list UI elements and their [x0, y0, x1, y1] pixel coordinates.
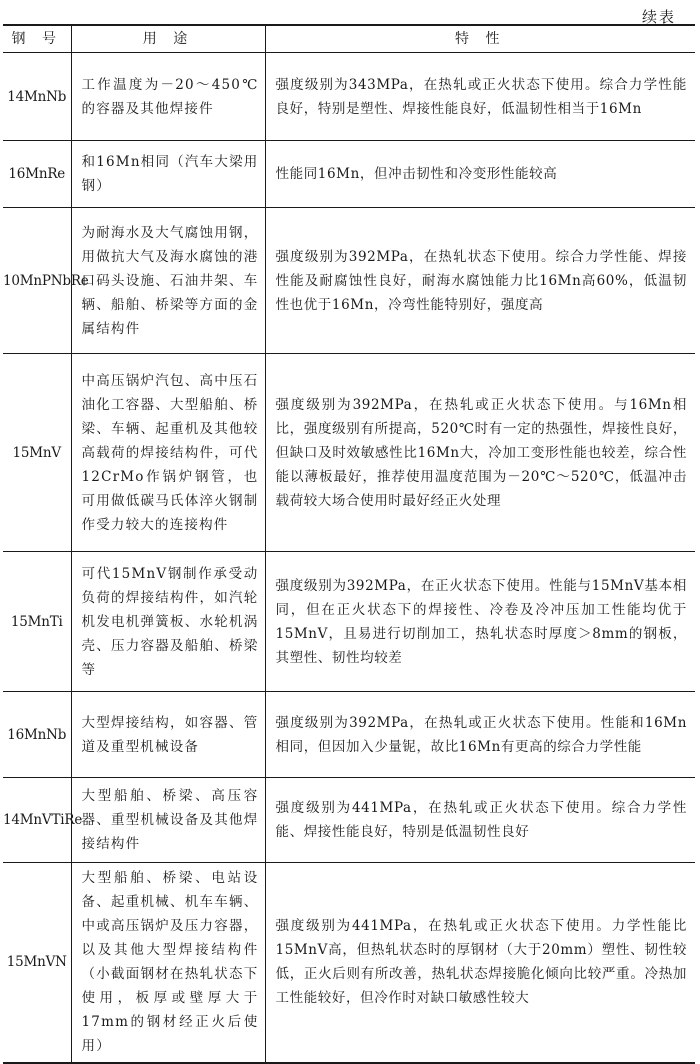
grade-cell: 14MnNb — [3, 53, 71, 141]
grade-cell: 10MnPNbRe — [3, 208, 71, 354]
usage-cell: 工作温度为－20～450℃的容器及其他焊接件 — [71, 53, 265, 141]
table-row — [3, 208, 695, 354]
grade-cell: 15MnV — [3, 354, 71, 552]
grade-cell: 15MnTi — [3, 552, 71, 692]
usage-cell: 为耐海水及大气腐蚀用钢，用做抗大气及海水腐蚀的港口码头设施、石油井架、车辆、船舶、桥梁等方面的金属结构件 — [71, 208, 265, 354]
usage-cell: 和16Mn相同（汽车大梁用钢） — [71, 141, 265, 208]
header-row — [3, 25, 695, 53]
properties-cell: 强度级别为441MPa，在热轧或正火状态下使用。综合力学性能、焊接性能良好，特别是低温韧性良好 — [265, 778, 695, 863]
header-properties: 特 性 — [265, 25, 695, 53]
properties-cell: 强度级别为392MPa，在热轧或正火状态下使用。与16Mn相比，强度级别有所提高，520℃时有一定的热强性，焊接性良好，但缺口及时效敏感性比16Mn大，冷加工变形性能也较差，综合性能以薄板最好，推荐使用温度范围为－20℃～520℃，低温冲击载荷较大场合使用时最好经正火处理 — [265, 354, 695, 552]
grade-cell: 14MnVTiRe — [3, 778, 71, 863]
properties-cell: 强度级别为441MPa，在热轧或正火状态下使用。力学性能比15MnV高，但热轧状态时的厚钢材（大于20mm）塑性、韧性较低，正火后则有所改善，热轧状态焊接脆化倾向比较严重。冷热加工性能较好，但冷作时对缺口敏感性较大 — [265, 863, 695, 1063]
grade-cell: 16MnRe — [3, 141, 71, 208]
properties-cell: 强度级别为392MPa，在热轧状态下使用。综合力学性能、焊接性能及耐腐蚀性良好，耐海水腐蚀能力比16Mn高60%，低温韧性也优于16Mn，冷弯性能特别好，强度高 — [265, 208, 695, 354]
table-row — [3, 863, 695, 1063]
properties-cell: 强度级别为343MPa，在热轧或正火状态下使用。综合力学性能良好，特别是塑性、焊接性能良好，低温韧性相当于16Mn — [265, 53, 695, 141]
usage-cell: 大型船舶、桥梁、高压容器、重型机械设备及其他焊接结构件 — [71, 778, 265, 863]
usage-cell: 大型焊接结构，如容器、管道及重型机械设备 — [71, 692, 265, 778]
grade-cell: 15MnVN — [3, 863, 71, 1063]
properties-cell: 强度级别为392MPa，在热轧或正火状态下使用。性能和16Mn相同，但因加入少量铌，故比16Mn有更高的综合力学性能 — [265, 692, 695, 778]
steel-properties-table — [3, 24, 695, 1064]
usage-cell: 可代15MnV钢制作承受动负荷的焊接结构件，如汽轮机发电机弹簧板、水轮机涡壳、压力容器及船舶、桥梁等 — [71, 552, 265, 692]
table-row — [3, 552, 695, 692]
properties-cell: 强度级别为392MPa，在正火状态下使用。性能与15MnV基本相同，但在正火状态下的焊接性、冷卷及冷冲压加工性能均优于15MnV，且易进行切削加工，热轧状态时厚度＞8mm的钢板，其塑性、韧性均较差 — [265, 552, 695, 692]
usage-cell: 中高压锅炉汽包、高中压石油化工容器、大型船舶、桥梁、车辆、起重机及其他较高载荷的焊接结构件，可代12CrMo作锅炉钢管，也可用做低碳马氏体淬火钢制作受力较大的连接构件 — [71, 354, 265, 552]
table-row — [3, 354, 695, 552]
continued-label: 续表 — [641, 8, 676, 26]
grade-cell: 16MnNb — [3, 692, 71, 778]
table-row — [3, 692, 695, 778]
properties-cell: 性能同16Mn，但冲击韧性和冷变形性能较高 — [265, 141, 695, 208]
table-row — [3, 53, 695, 141]
header-grade: 钢 号 — [3, 25, 71, 53]
table-row — [3, 141, 695, 208]
table-row — [3, 778, 695, 863]
header-usage: 用 途 — [71, 25, 265, 53]
usage-cell: 大型船舶、桥梁、电站设备、起重机械、机车车辆、中或高压锅炉及压力容器，以及其他大型焊接结构件（小截面钢材在热轧状态下使用，板厚或壁厚大于17mm的钢材经正火后使用） — [71, 863, 265, 1063]
